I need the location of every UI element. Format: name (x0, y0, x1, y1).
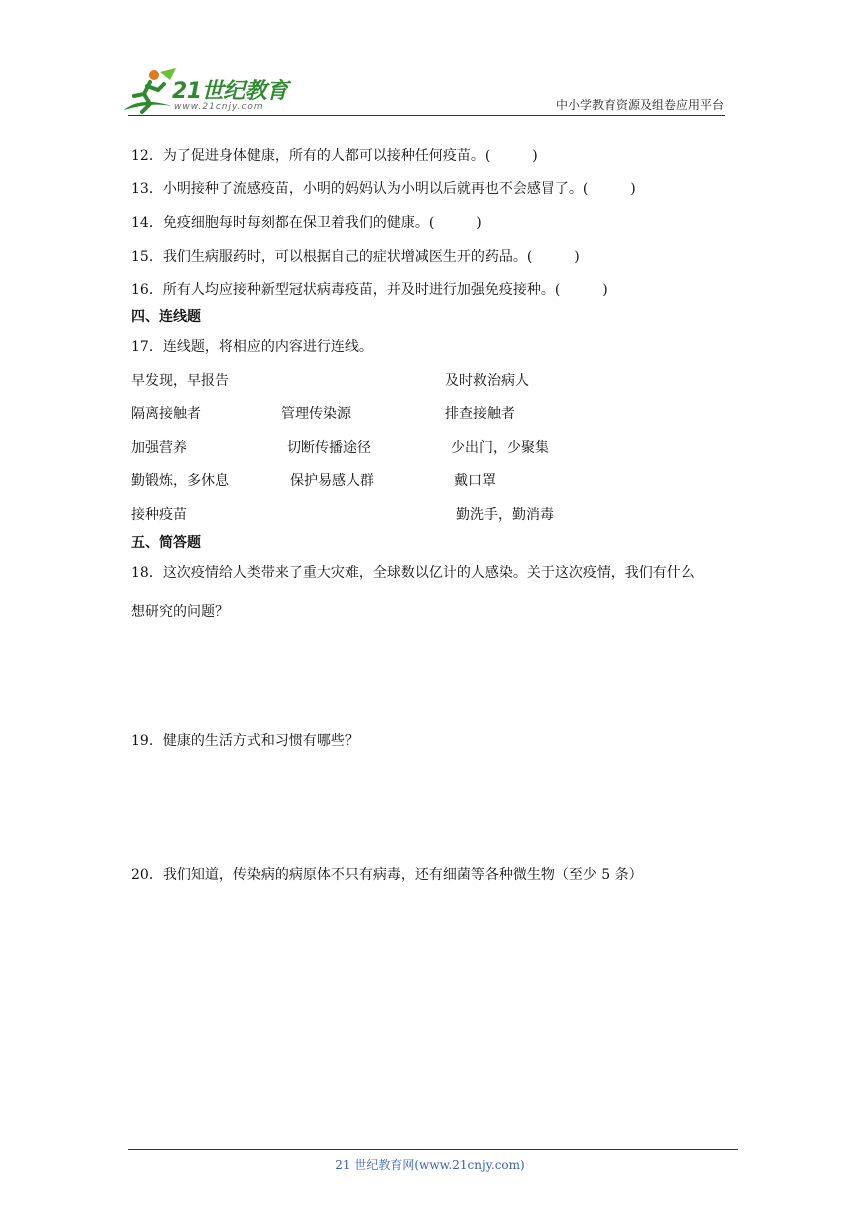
match-right-4: 戴口罩 (454, 473, 496, 489)
question-19: 19．健康的生活方式和习惯有哪些？ (131, 733, 359, 749)
question-20: 20．我们知道，传染病的病原体不只有病毒，还有细菌等各种微生物（至少 5 条） (131, 867, 643, 883)
question-13: 13．小明接种了流感疫苗，小明的妈妈认为小明以后就再也不会感冒了。( ) (131, 181, 636, 197)
question-14: 14．免疫细胞每时每刻都在保卫着我们的健康。( ) (131, 215, 482, 231)
match-left-3: 加强营养 (131, 440, 187, 456)
runner-icon (120, 66, 180, 118)
footer-divider (128, 1149, 738, 1150)
match-right-1: 及时救治病人 (445, 373, 529, 389)
site-logo (120, 66, 295, 118)
section-4-title: 四、连线题 (131, 309, 201, 325)
match-middle-1: 管理传染源 (281, 406, 351, 422)
question-18-line-2: 想研究的问题？ (131, 604, 229, 620)
match-right-3: 少出门，少聚集 (451, 440, 549, 456)
header-divider (128, 115, 725, 116)
question-15: 15．我们生病服药时，可以根据自己的症状增减医生开的药品。( ) (131, 249, 580, 265)
question-17: 17．连线题，将相应的内容进行连线。 (131, 339, 373, 355)
header-platform-text: 中小学教育资源及组卷应用平台 (555, 98, 724, 112)
match-left-2: 隔离接触者 (131, 406, 201, 422)
question-18-line-1: 18．这次疫情给人类带来了重大灾难，全球数以亿计的人感染。关于这次疫情，我们有什么 (131, 565, 695, 581)
match-middle-3: 保护易感人群 (290, 473, 374, 489)
section-5-title: 五、简答题 (131, 535, 201, 551)
match-left-5: 接种疫苗 (131, 507, 187, 523)
match-middle-2: 切断传播途径 (287, 440, 371, 456)
footer-link[interactable]: 21 世纪教育网(www.21cnjy.com) (335, 1158, 525, 1172)
match-right-5: 勤洗手，勤消毒 (456, 507, 554, 523)
question-12: 12．为了促进身体健康，所有的人都可以接种任何疫苗。( ) (131, 148, 538, 164)
match-right-2: 排查接触者 (445, 406, 515, 422)
logo-text: 21世纪教育 (172, 79, 288, 104)
match-left-4: 勤锻炼，多休息 (131, 473, 229, 489)
logo-url: www.21cnjy.com (174, 102, 264, 112)
match-left-1: 早发现，早报告 (131, 373, 229, 389)
question-16: 16．所有人均应接种新型冠状病毒疫苗，并及时进行加强免疫接种。( ) (131, 282, 608, 298)
